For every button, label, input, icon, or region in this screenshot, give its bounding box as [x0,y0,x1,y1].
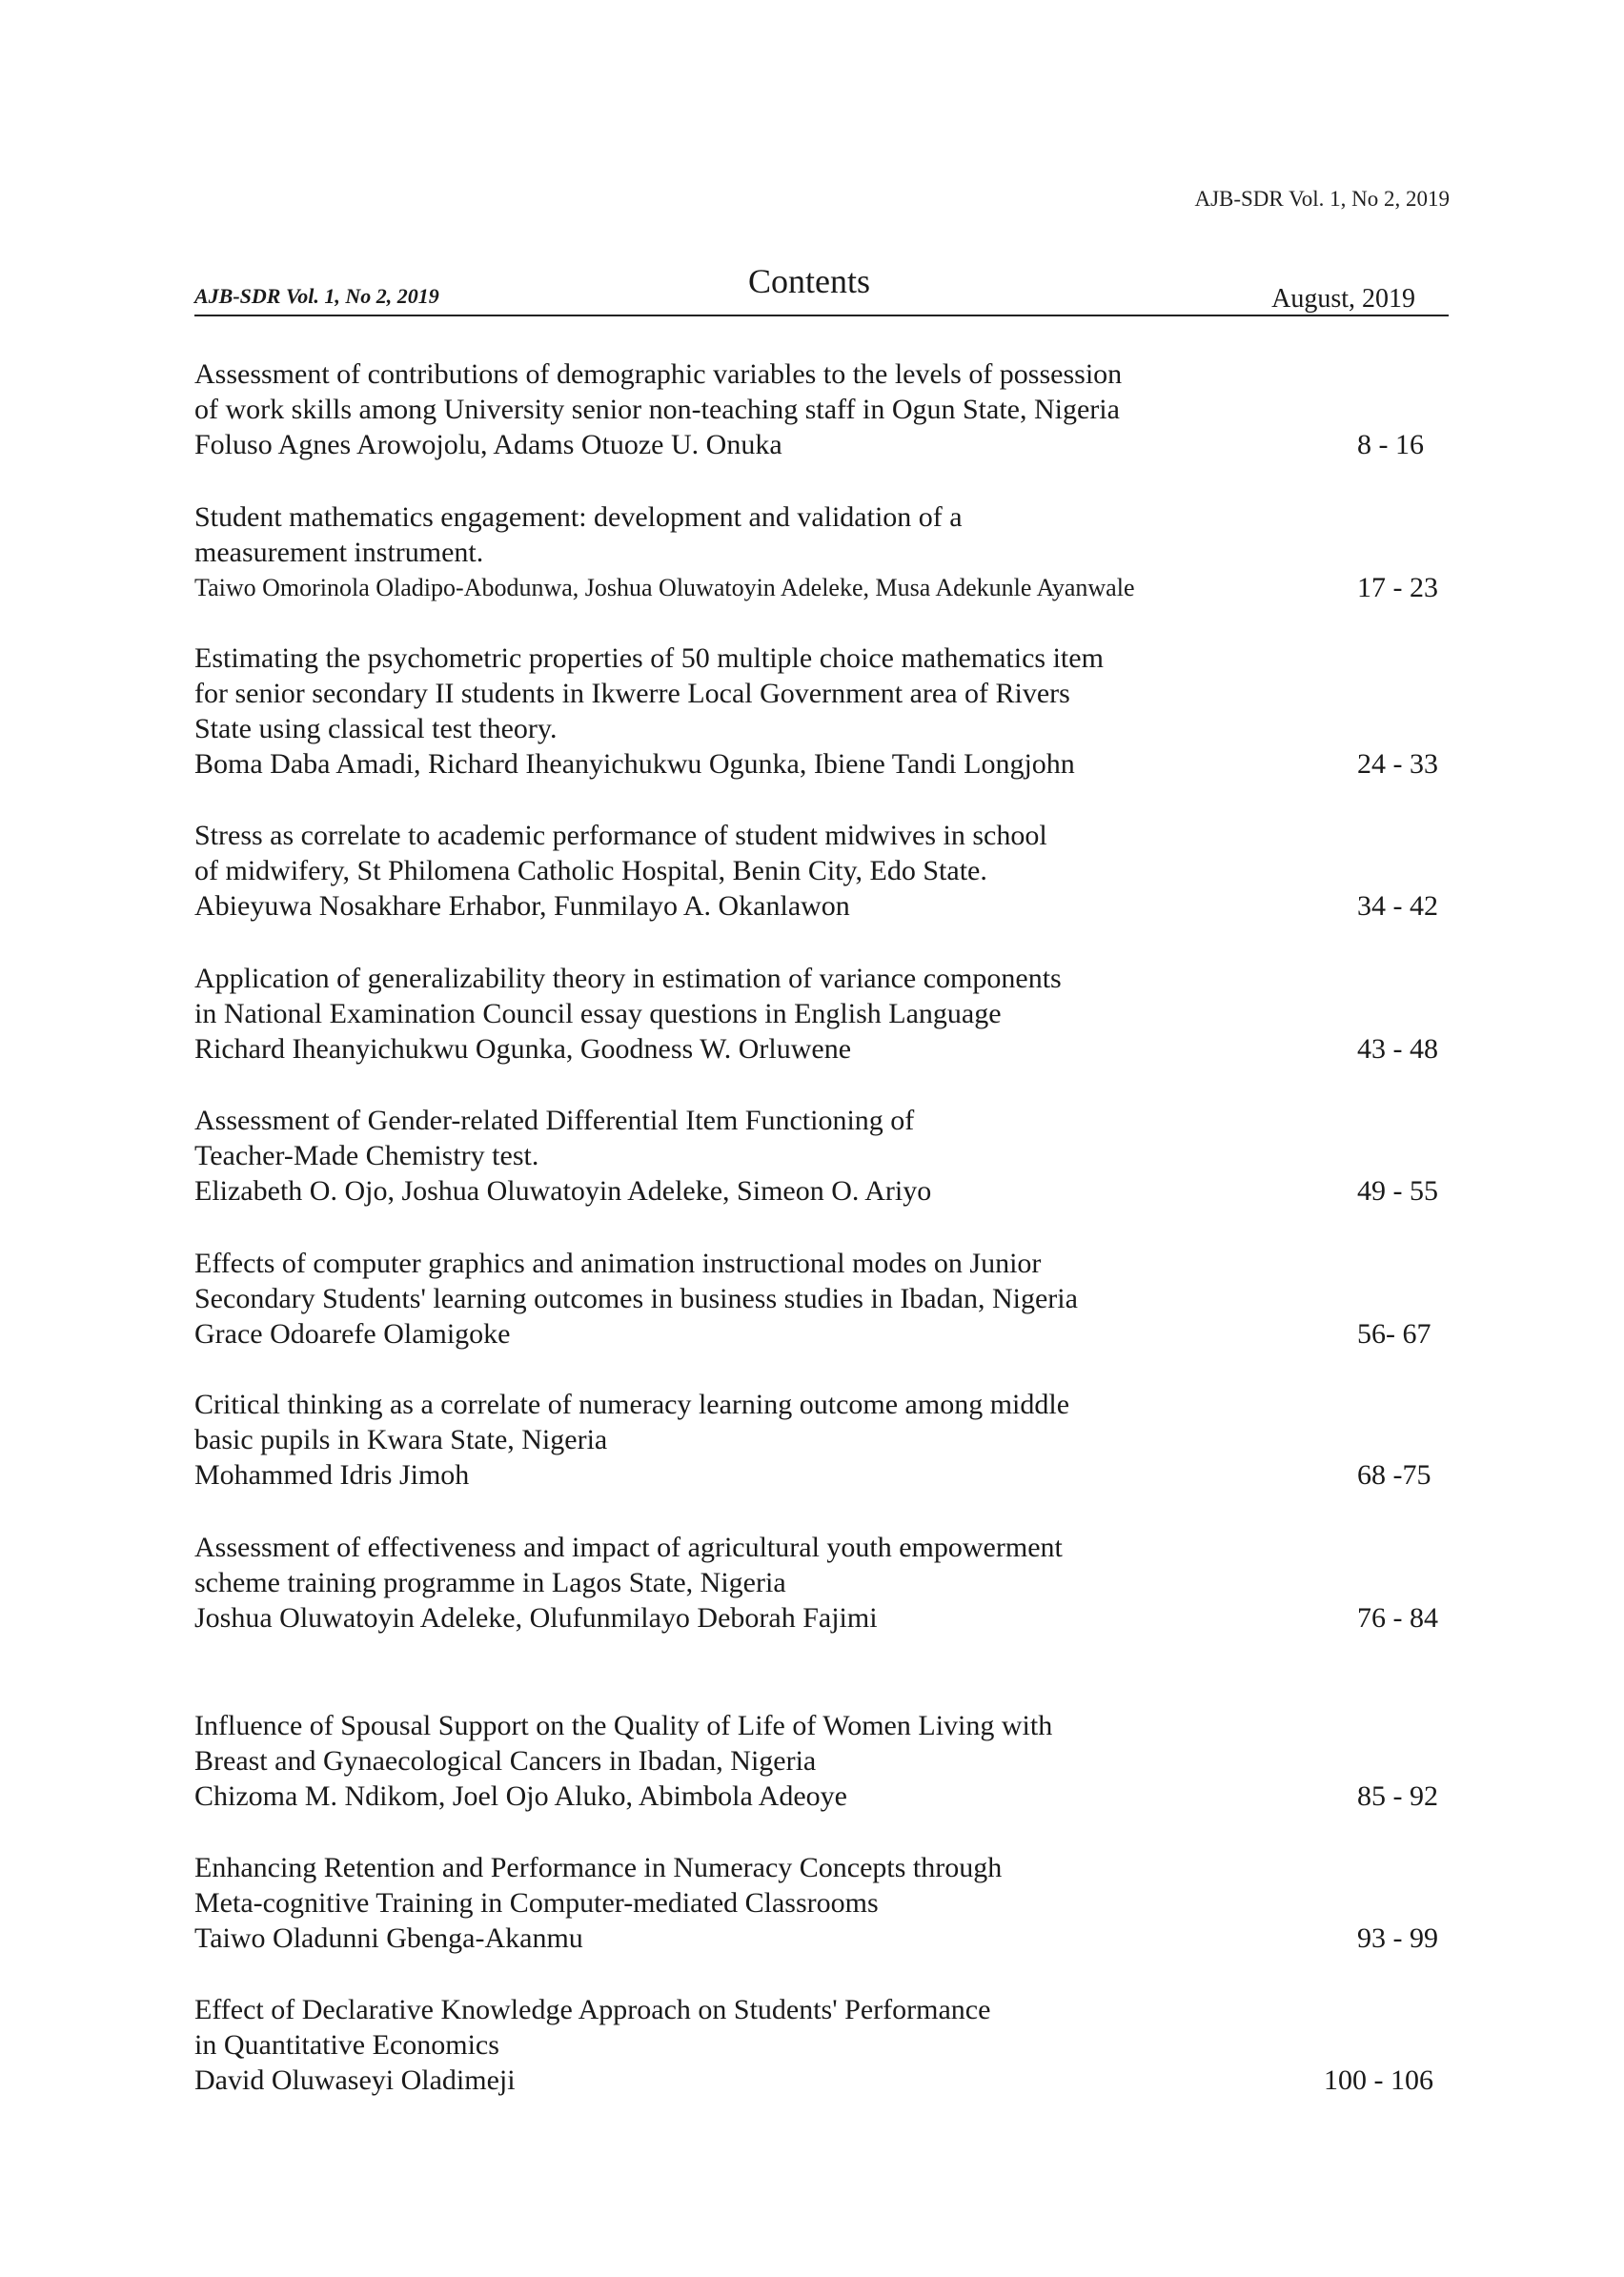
entry-author-row [194,888,1449,924]
entry-pages: 76 - 84 [1357,1602,1438,1634]
entry-title-line: Student mathematics engagement: development and validation of a [194,501,963,533]
contents-header [194,255,1449,316]
entry-authors: Joshua Oluwatoyin Adeleke, Olufunmilayo Deborah Fajimi [194,1602,878,1634]
toc-entry [194,1103,1449,1209]
contents-title: Contents [748,262,871,300]
entry-title-line: Assessment of effectiveness and impact of agricultural youth empowerment [194,1532,1063,1563]
entry-pages: 93 - 99 [1357,1922,1438,1954]
issue-date: August, 2019 [1271,284,1415,314]
running-header: AJB-SDR Vol. 1, No 2, 2019 [1194,187,1450,211]
entry-title-line: measurement instrument. [194,537,484,568]
entry-title-line: basic pupils in Kwara State, Nigeria [194,1424,608,1455]
entry-authors: Richard Iheanyichukwu Ogunka, Goodness W. Orluwene [194,1033,852,1065]
entry-title-line: Application of generalizability theory in estimation of variance components [194,963,1062,994]
entry-authors: Taiwo Oladunni Gbenga-Akanmu [194,1922,583,1954]
toc-entry [194,1850,1449,1956]
entry-authors: Taiwo Omorinola Oladipo-Abodunwa, Joshua Oluwatoyin Adeleke, Musa Adekunle Ayanwale [194,574,1135,601]
entry-authors: Abieyuwa Nosakhare Erhabor, Funmilayo A. Okanlawon [194,890,850,922]
entry-title-line: of work skills among University senior non-teaching staff in Ogun State, Nigeria [194,394,1120,425]
entry-pages: 49 - 55 [1357,1175,1438,1207]
entry-author-row [194,1779,1449,1814]
entry-title-line: Critical thinking as a correlate of numeracy learning outcome among middle [194,1389,1070,1420]
entry-author-row [194,1457,1449,1493]
entry-author-row [194,1031,1449,1067]
entry-authors: Boma Daba Amadi, Richard Iheanyichukwu Ogunka, Ibiene Tandi Longjohn [194,748,1075,780]
entry-title-line: Teacher-Made Chemistry test. [194,1140,539,1171]
entry-title-line: Estimating the psychometric properties of 50 multiple choice mathematics item [194,642,1104,674]
entry-author-row [194,1316,1449,1352]
entry-title-line: Assessment of contributions of demographic variables to the levels of possession [194,358,1123,390]
entry-title-line: State using classical test theory. [194,713,558,744]
entry-author-row [194,2063,1449,2098]
toc-entry [194,961,1449,1067]
entry-author-row [194,1600,1449,1636]
entry-pages: 34 - 42 [1357,890,1438,922]
entry-pages: 85 - 92 [1357,1780,1438,1812]
toc-entry [194,1387,1449,1493]
entry-pages: 43 - 48 [1357,1033,1438,1065]
entry-title-line: Meta-cognitive Training in Computer-mediated Classrooms [194,1887,879,1919]
entry-authors: Elizabeth O. Ojo, Joshua Oluwatoyin Adeleke, Simeon O. Ariyo [194,1175,932,1207]
entry-pages: 17 - 23 [1357,572,1438,603]
entry-author-row [194,427,1449,462]
entry-author-row [194,570,1449,605]
entry-title-line: Effect of Declarative Knowledge Approach on Students' Performance [194,1994,991,2025]
toc-entry [194,1246,1449,1352]
entry-title-line: scheme training programme in Lagos State, Nigeria [194,1567,786,1598]
entry-author-row [194,746,1449,782]
journal-citation: AJB-SDR Vol. 1, No 2, 2019 [194,284,439,308]
entry-title-line: Enhancing Retention and Performance in Numeracy Concepts through [194,1852,1003,1883]
toc-entry [194,818,1449,924]
entry-title-line: in National Examination Council essay questions in English Language [194,998,1002,1029]
toc-entry [194,1992,1449,2098]
entry-title-line: Assessment of Gender-related Differential Item Functioning of [194,1105,915,1136]
toc-entry [194,356,1449,462]
entry-author-row [194,1921,1449,1956]
entry-pages: 68 -75 [1357,1459,1431,1491]
entry-authors: Foluso Agnes Arowojolu, Adams Otuoze U. Onuka [194,429,782,460]
entry-authors: Grace Odoarefe Olamigoke [194,1318,511,1350]
entry-pages: 8 - 16 [1357,429,1424,460]
entry-title-line: Influence of Spousal Support on the Quality of Life of Women Living with [194,1710,1053,1741]
entry-title-line: in Quantitative Economics [194,2029,499,2061]
entry-title-line: for senior secondary II students in Ikwerre Local Government area of Rivers [194,678,1070,709]
entry-author-row [194,1173,1449,1209]
toc-entry [194,499,1449,605]
entry-authors: Mohammed Idris Jimoh [194,1459,470,1491]
entry-title-line: Breast and Gynaecological Cancers in Ibadan, Nigeria [194,1745,817,1777]
entry-title-line: Secondary Students' learning outcomes in business studies in Ibadan, Nigeria [194,1283,1078,1314]
entry-pages: 24 - 33 [1357,748,1438,780]
entry-authors: Chizoma M. Ndikom, Joel Ojo Aluko, Abimbola Adeoye [194,1780,847,1812]
entry-title-line: Stress as correlate to academic performance of student midwives in school [194,820,1047,851]
entry-pages: 56- 67 [1357,1318,1431,1350]
entry-title-line: of midwifery, St Philomena Catholic Hospital, Benin City, Edo State. [194,855,987,886]
entry-title-line: Effects of computer graphics and animation instructional modes on Junior [194,1248,1042,1279]
entry-pages: 100 - 106 [1324,2064,1433,2096]
toc-entry [194,1530,1449,1636]
toc-entry [194,640,1449,782]
toc-entry [194,1708,1449,1814]
entry-authors: David Oluwaseyi Oladimeji [194,2064,516,2096]
